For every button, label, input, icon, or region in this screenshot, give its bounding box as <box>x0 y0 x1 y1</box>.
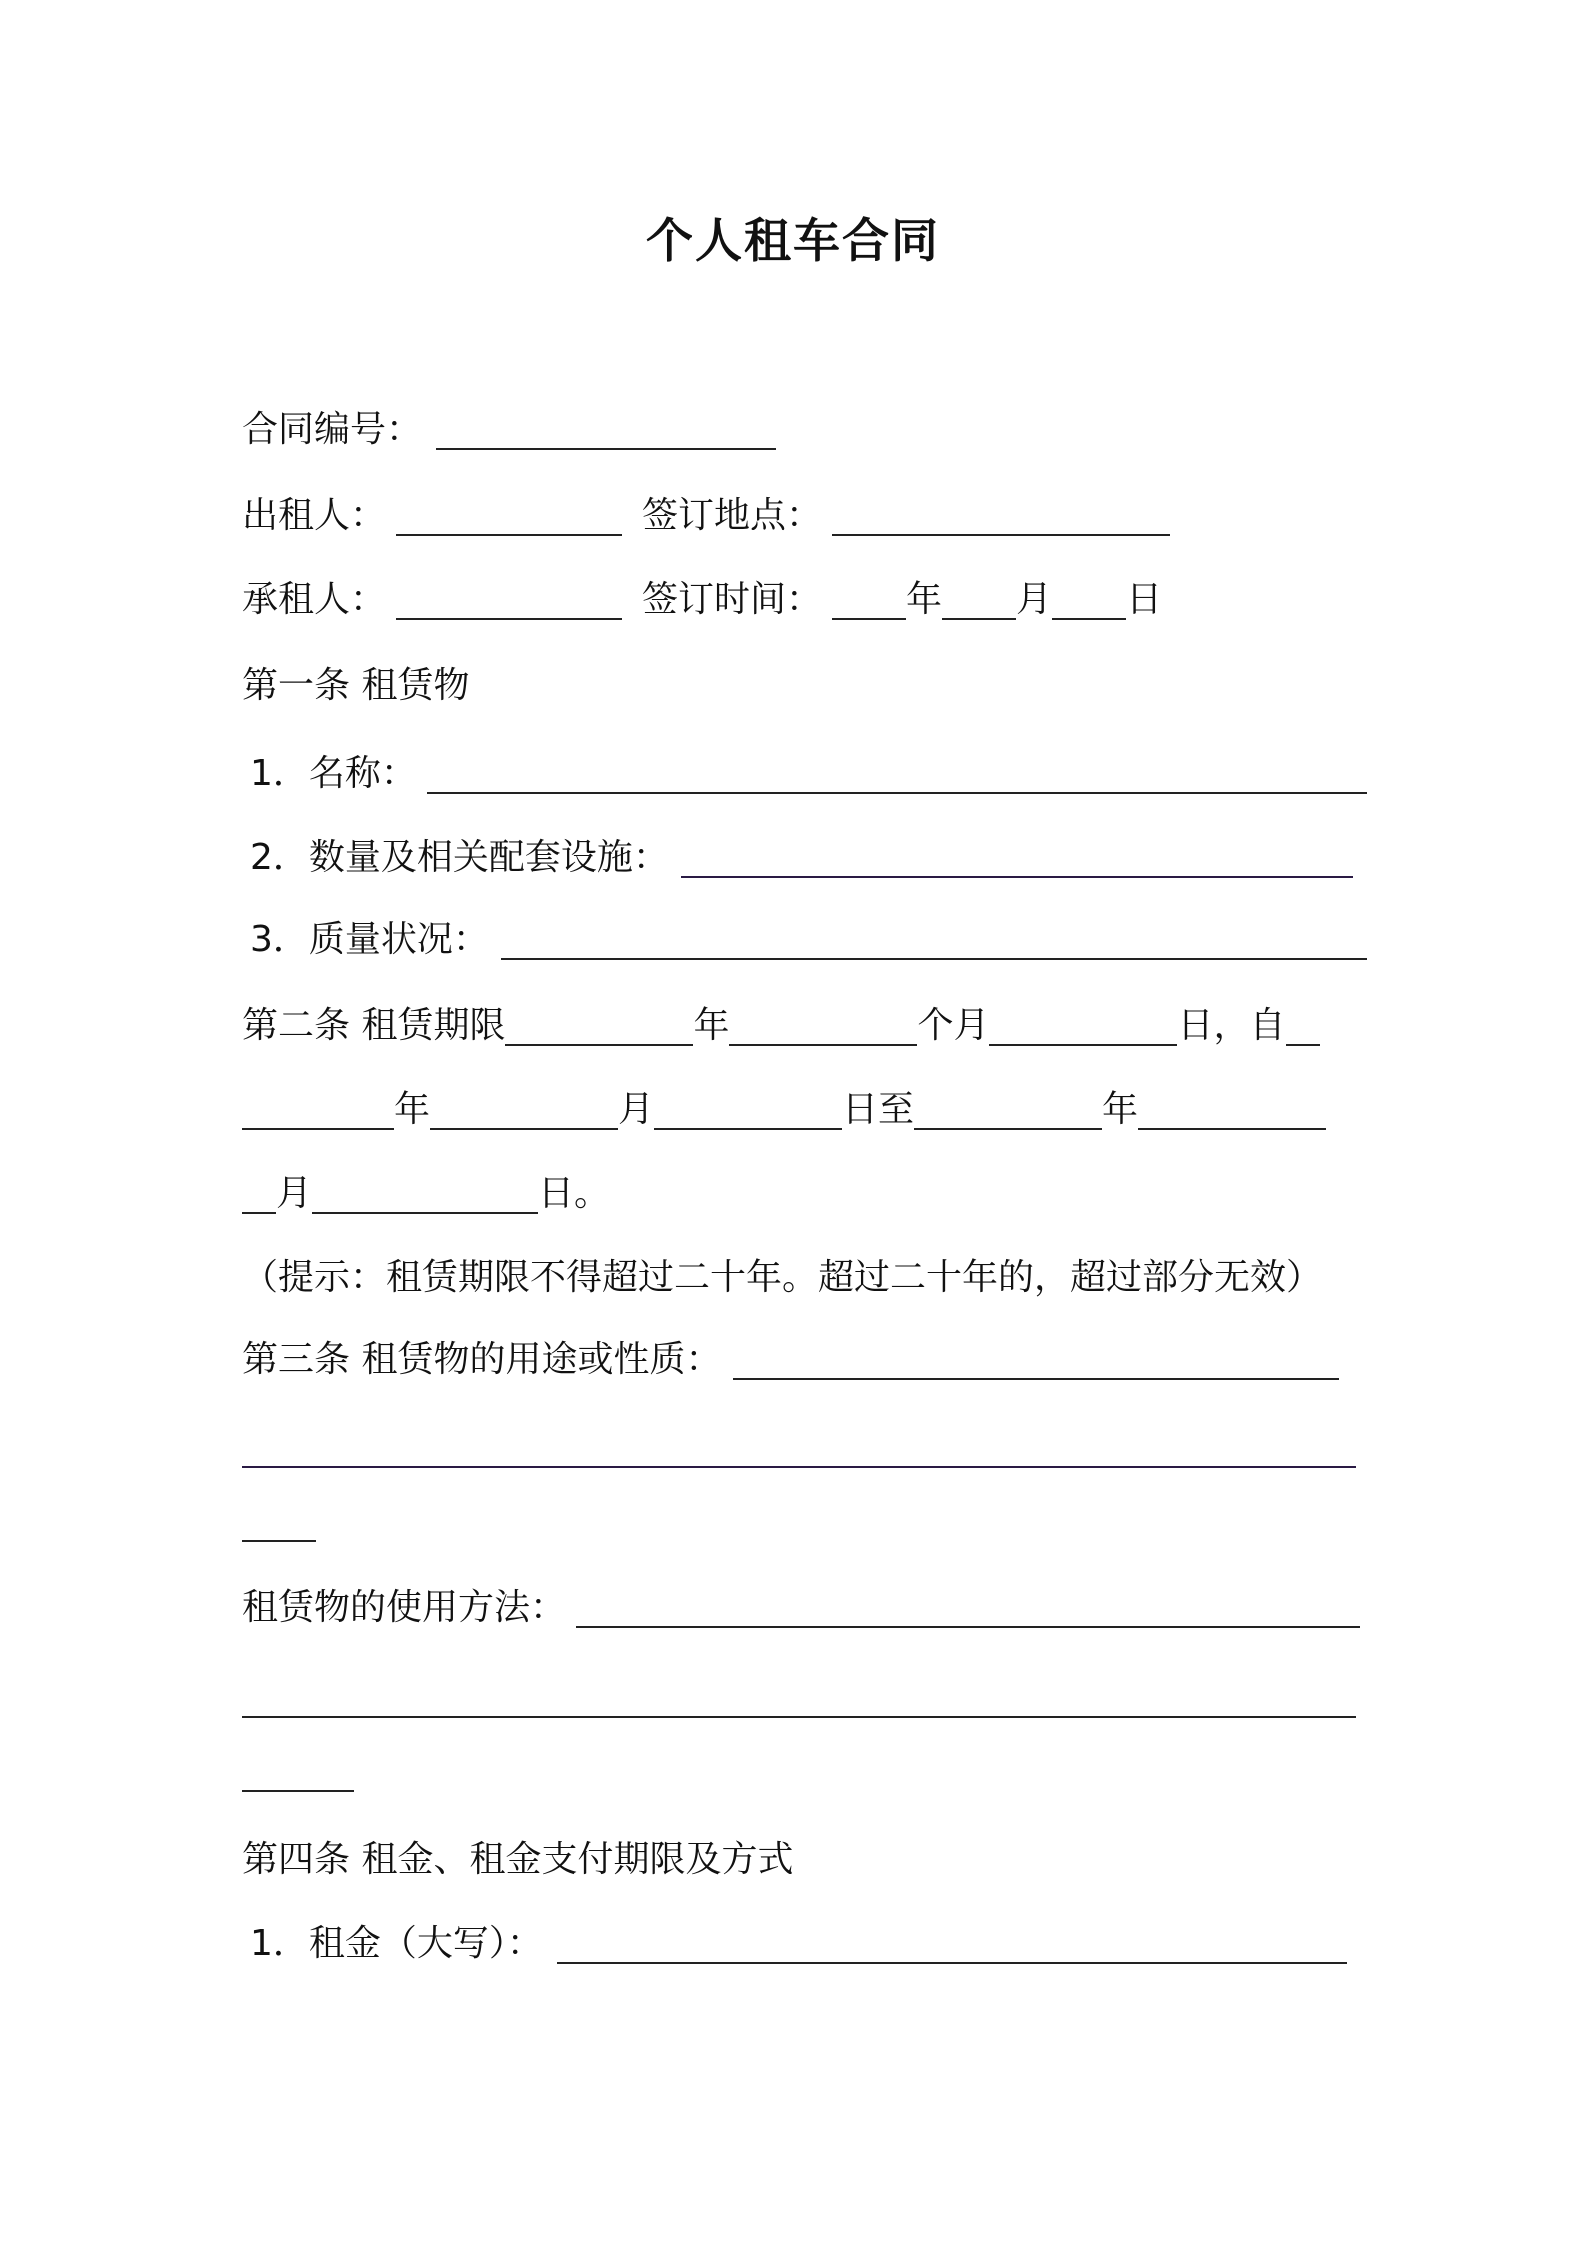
article-1-item-1-label: 1．名称： <box>250 753 417 794</box>
from-year-blank-a[interactable] <box>1286 998 1320 1046</box>
term-day-blank[interactable] <box>989 998 1177 1046</box>
usage-method-blank-3[interactable] <box>242 1744 354 1792</box>
sign-month-label: 月 <box>1016 579 1053 620</box>
article-3-heading: 第三条 租赁物的用途或性质： <box>242 1339 722 1380</box>
quantity-blank[interactable] <box>681 830 1353 878</box>
article-4-item-1-row <box>242 1916 1347 1972</box>
article-2-row-1 <box>242 998 1320 1054</box>
rent-amount-label: 1．租金（大写）： <box>250 1923 543 1964</box>
to-year-blank[interactable] <box>914 1082 1102 1130</box>
article-2-note: （提示：租赁期限不得超过二十年。超过二十年的，超过部分无效） <box>242 1257 1323 1298</box>
quality-blank[interactable] <box>501 912 1367 960</box>
sign-time-label: 签订时间： <box>642 579 823 620</box>
sign-day-label: 日 <box>1126 579 1163 620</box>
lessee-row <box>242 572 1162 628</box>
from-month-blank[interactable] <box>430 1082 618 1130</box>
usage-method-row-1 <box>242 1580 1360 1636</box>
article-3-row-3 <box>242 1494 316 1550</box>
article-1-item-3-label: 3．质量状况： <box>250 919 489 960</box>
usage-method-blank-2[interactable] <box>242 1670 1356 1718</box>
contract-number-blank[interactable] <box>436 402 776 450</box>
usage-method-row-2 <box>242 1670 1356 1726</box>
to-month-blank-b[interactable] <box>242 1166 276 1214</box>
sign-month-blank[interactable] <box>942 572 1016 620</box>
sign-place-label: 签订地点： <box>642 495 823 536</box>
lessor-label: 出租人： <box>242 495 387 536</box>
to-day-label: 日。 <box>538 1173 611 1214</box>
term-month-blank[interactable] <box>729 998 917 1046</box>
article-2-row-3 <box>242 1166 610 1222</box>
to-day-blank[interactable] <box>312 1166 538 1214</box>
sign-year-label: 年 <box>906 579 943 620</box>
article-1-item-1-row <box>242 746 1367 802</box>
lessor-blank[interactable] <box>396 488 622 536</box>
usage-method-row-3 <box>242 1744 354 1800</box>
usage-blank-1[interactable] <box>733 1332 1339 1380</box>
usage-method-label: 租赁物的使用方法： <box>242 1587 567 1628</box>
to-label: 日至 <box>842 1089 915 1130</box>
usage-method-blank-1[interactable] <box>576 1580 1360 1628</box>
article-2-heading: 第二条 租赁期限 <box>242 1005 506 1046</box>
article-1-item-2-row <box>242 830 1353 886</box>
lessee-label: 承租人： <box>242 579 387 620</box>
to-month-blank-a[interactable] <box>1138 1082 1326 1130</box>
term-year-blank[interactable] <box>505 998 693 1046</box>
to-month-label: 月 <box>276 1173 313 1214</box>
from-year-label: 年 <box>394 1089 431 1130</box>
article-2-row-2 <box>242 1082 1326 1138</box>
from-day-blank[interactable] <box>654 1082 842 1130</box>
term-year-label: 年 <box>693 1005 730 1046</box>
usage-blank-2[interactable] <box>242 1420 1356 1468</box>
from-year-blank-b[interactable] <box>242 1082 394 1130</box>
rent-amount-blank[interactable] <box>557 1916 1347 1964</box>
from-month-label: 月 <box>618 1089 655 1130</box>
article-3-row-2 <box>242 1420 1356 1476</box>
lessee-blank[interactable] <box>396 572 622 620</box>
contract-number-row <box>242 402 776 458</box>
usage-blank-3[interactable] <box>242 1494 316 1542</box>
article-1-heading: 第一条 租赁物 <box>242 665 470 706</box>
article-1-item-2-label: 2．数量及相关配套设施： <box>250 837 669 878</box>
document-title: 个人租车合同 <box>646 214 940 269</box>
sign-year-blank[interactable] <box>832 572 906 620</box>
contract-number-label: 合同编号： <box>242 409 423 450</box>
article-3-row-1 <box>242 1332 1339 1388</box>
term-from-label: 日，自 <box>1177 1005 1286 1046</box>
term-month-label: 个月 <box>917 1005 990 1046</box>
lessor-row <box>242 488 1170 544</box>
article-4-heading: 第四条 租金、租金支付期限及方式 <box>242 1839 794 1880</box>
item-name-blank[interactable] <box>427 746 1367 794</box>
sign-day-blank[interactable] <box>1052 572 1126 620</box>
to-year-label: 年 <box>1102 1089 1139 1130</box>
sign-place-blank[interactable] <box>832 488 1170 536</box>
article-1-item-3-row <box>242 912 1367 968</box>
